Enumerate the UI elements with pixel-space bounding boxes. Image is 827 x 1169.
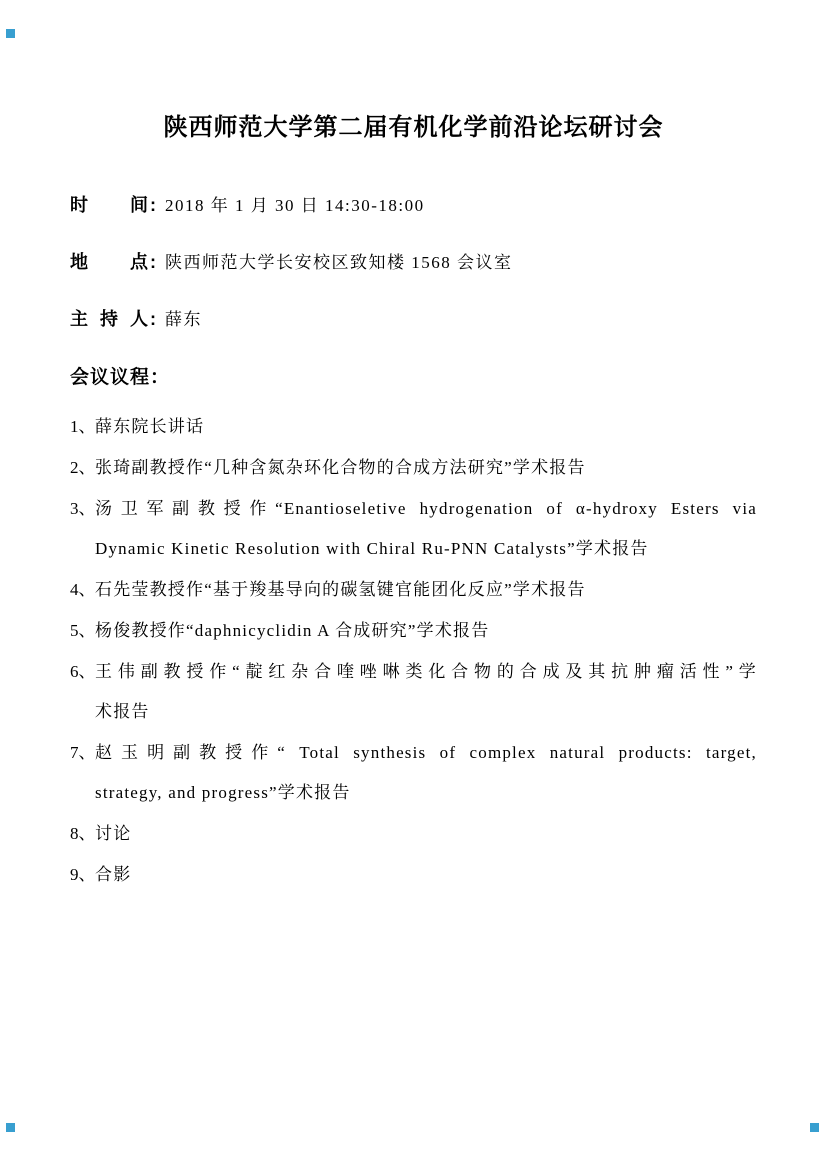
agenda-item-number: 6、 — [70, 662, 96, 681]
agenda-item — [70, 448, 757, 488]
agenda-item-line: 术报告 — [95, 702, 150, 721]
agenda-item-text — [95, 733, 757, 813]
agenda-item-text — [95, 570, 757, 610]
meta-row-time — [70, 191, 757, 213]
meta-row-venue — [70, 248, 757, 270]
agenda-item-text — [95, 448, 757, 488]
agenda-item — [70, 733, 757, 813]
selection-handle-icon[interactable] — [810, 1123, 819, 1132]
agenda-item-text — [95, 611, 757, 651]
document-title: 陕西师范大学第二届有机化学前沿论坛研讨会 — [163, 114, 664, 141]
meta-label-host: 主持人 — [70, 309, 148, 329]
meta-section — [70, 191, 757, 327]
meta-colon: : — [150, 195, 156, 215]
agenda-item-text — [95, 855, 757, 895]
agenda-item-line: 赵玉明副教授作“ Total synthesis of complex natural products: target, — [95, 743, 757, 762]
selection-handle-icon[interactable] — [6, 29, 15, 38]
selection-handle-icon[interactable] — [6, 1123, 15, 1132]
agenda-item-number: 8、 — [70, 824, 96, 843]
agenda-item-line: 讨论 — [95, 824, 132, 843]
agenda-item-number: 7、 — [70, 743, 96, 762]
agenda-item-number: 2、 — [70, 458, 96, 477]
agenda-item — [70, 814, 757, 854]
agenda-item-line: 杨俊教授作“daphnicyclidin A 合成研究”学术报告 — [95, 621, 490, 640]
agenda-item-number: 4、 — [70, 580, 96, 599]
agenda-item — [70, 652, 757, 732]
agenda-item-text — [95, 814, 757, 854]
agenda-item-number: 9、 — [70, 865, 96, 884]
agenda-item-line: Dynamic Kinetic Resolution with Chiral Ru-PNN Catalysts”学术报告 — [95, 539, 649, 558]
meta-value-venue: 陕西师范大学长安校区致知楼 1568 会议室 — [165, 253, 513, 272]
agenda-item — [70, 489, 757, 569]
agenda-item-line: 汤卫军副教授作“Enantioseletive hydrogenation of α-hydroxy Esters via — [95, 499, 757, 518]
agenda-item — [70, 855, 757, 895]
agenda-item-text — [95, 652, 757, 732]
meta-colon: : — [150, 309, 156, 329]
agenda-item-number: 1、 — [70, 417, 96, 436]
meta-label-time: 时间 — [70, 195, 148, 215]
meta-label-venue: 地点 — [70, 252, 148, 272]
meta-value-host: 薛东 — [165, 310, 202, 329]
meta-colon: : — [150, 252, 156, 272]
agenda-item-number: 5、 — [70, 621, 96, 640]
meta-row-host — [70, 305, 757, 327]
agenda-item-line: 王伟副教授作“靛红杂合喹唑啉类化合物的合成及其抗肿瘤活性”学 — [95, 662, 757, 681]
agenda-list — [70, 407, 757, 895]
agenda-item — [70, 611, 757, 651]
agenda-heading: 会议议程： — [70, 367, 171, 388]
agenda-item — [70, 570, 757, 610]
agenda-item — [70, 407, 757, 447]
meta-value-time: 2018 年 1 月 30 日 14:30-18:00 — [165, 196, 425, 215]
agenda-item-number: 3、 — [70, 499, 96, 518]
agenda-item-line: 薛东院长讲话 — [95, 417, 205, 436]
agenda-item-text — [95, 407, 757, 447]
agenda-item-line: 合影 — [95, 865, 132, 884]
agenda-item-line: strategy, and progress”学术报告 — [95, 783, 351, 802]
agenda-item-text — [95, 489, 757, 569]
agenda-item-line: 张琦副教授作“几种含氮杂环化合物的合成方法研究”学术报告 — [95, 458, 586, 477]
agenda-item-line: 石先莹教授作“基于羧基导向的碳氢键官能团化反应”学术报告 — [95, 580, 586, 599]
